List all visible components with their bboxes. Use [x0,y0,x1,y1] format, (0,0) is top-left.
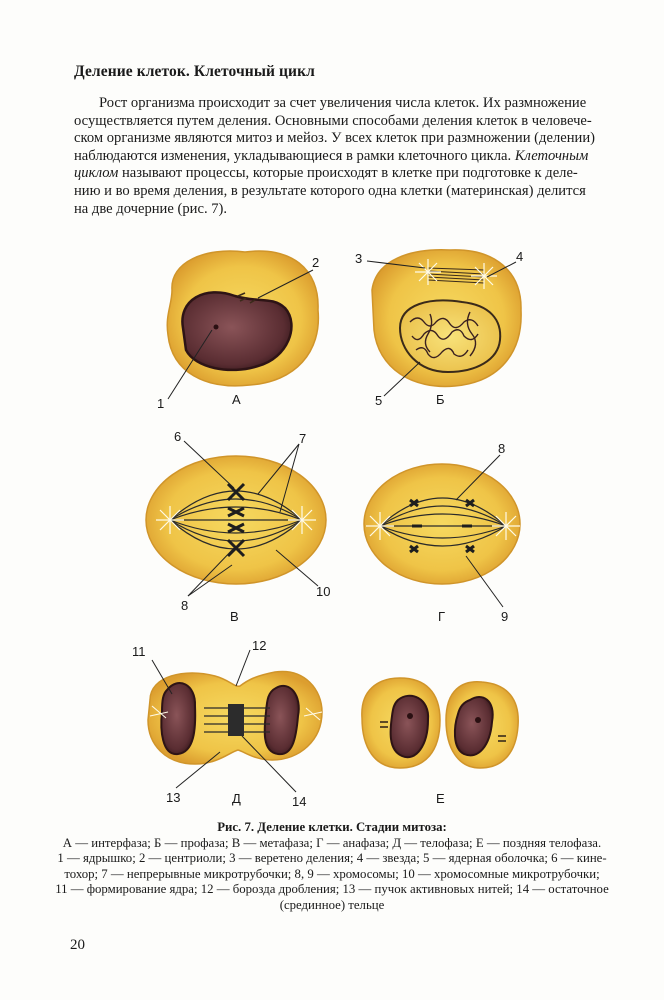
nucleus-left [161,683,195,754]
caption-line: 1 — ядрышко; 2 — центриоли; 3 — веретено деления; 4 — звезда; 5 — ядерная оболочка; 6 — кине- [57,851,607,866]
number-label-4: 4 [516,249,524,264]
paragraph-line: на две дочерние (рис. 7). [74,200,228,217]
cell-v-metaphase [146,456,326,584]
caption-line: (срединное) тельце [279,897,385,912]
figure-caption [0,820,664,914]
panel-label-v: В [230,609,239,624]
page-number: 20 [70,937,85,953]
number-label-8: 8 [498,441,506,456]
number-label-11: 11 [132,644,146,659]
panel-label-b: Б [436,392,445,407]
caption-line: тохор; 7 — непрерывные микротрубочки; 8, 9 — хромосомы; 10 — хромосомные микротрубочки; [64,866,600,881]
paragraph-text: наблюдаются изменения, укладывающиеся в рамки клеточного цикла. [74,147,515,164]
term-italic: циклом [74,165,119,182]
cell-d-telophase [148,672,322,764]
nucleus [182,292,291,370]
cell-e-late-telophase [362,678,518,768]
caption-line: 11 — формирование ядра; 12 — борозда дробления; 13 — пучок активновых нитей; 14 — остаточное [55,882,609,897]
paragraph-text: называют процессы, которые происходят в клетке при подготовке к деле- [118,165,578,182]
number-label-14: 14 [292,794,307,809]
panel-label-g: Г [438,609,446,624]
number-label-9: 9 [501,609,509,624]
number-label-5: 5 [375,393,383,408]
panel-label-d: Д [232,791,241,806]
paragraph-line: нию и во время деления, в результате которого одна клетки (материнская) делится [74,182,586,199]
nuclear-envelope [400,300,500,372]
nucleus-right [265,686,299,754]
number-label-2: 2 [312,255,320,270]
paragraph-line: ском организме являются митоз и мейоз. У всех клеток при размножении (делении) [74,130,595,147]
paragraph-line: осуществляется путем деления. Основными способами деления клеток в человече- [74,112,592,129]
panel-label-a: А [232,392,241,407]
nucleolus [214,325,219,330]
cell-g-anaphase [364,464,520,584]
nucleus-e-left [391,696,429,757]
number-label-6: 6 [174,429,182,444]
number-label-10: 10 [316,584,331,599]
section-heading: Деление клеток. Клеточный цикл [74,63,315,80]
panel-label-e: Е [436,791,445,806]
midbody [228,704,244,736]
paragraph-line: Рост организма происходит за счет увеличения числа клеток. Их размножение [99,95,587,111]
cell-a-interphase [167,251,318,386]
caption-title: Рис. 7. Деление клетки. Стадии митоза: [217,820,447,834]
number-label-3: 3 [355,251,363,266]
term-italic: Клеточным [514,147,589,164]
cell-b-prophase [372,249,524,387]
number-label-8: 8 [181,598,189,613]
number-label-1: 1 [157,396,165,411]
number-label-13: 13 [166,790,181,805]
caption-line: А — интерфаза; Б — профаза; В — метафаза; Г — анафаза; Д — телофаза; Е — поздняя телофаза. [62,835,602,850]
number-label-7: 7 [299,431,307,446]
number-label-12: 12 [252,638,267,653]
